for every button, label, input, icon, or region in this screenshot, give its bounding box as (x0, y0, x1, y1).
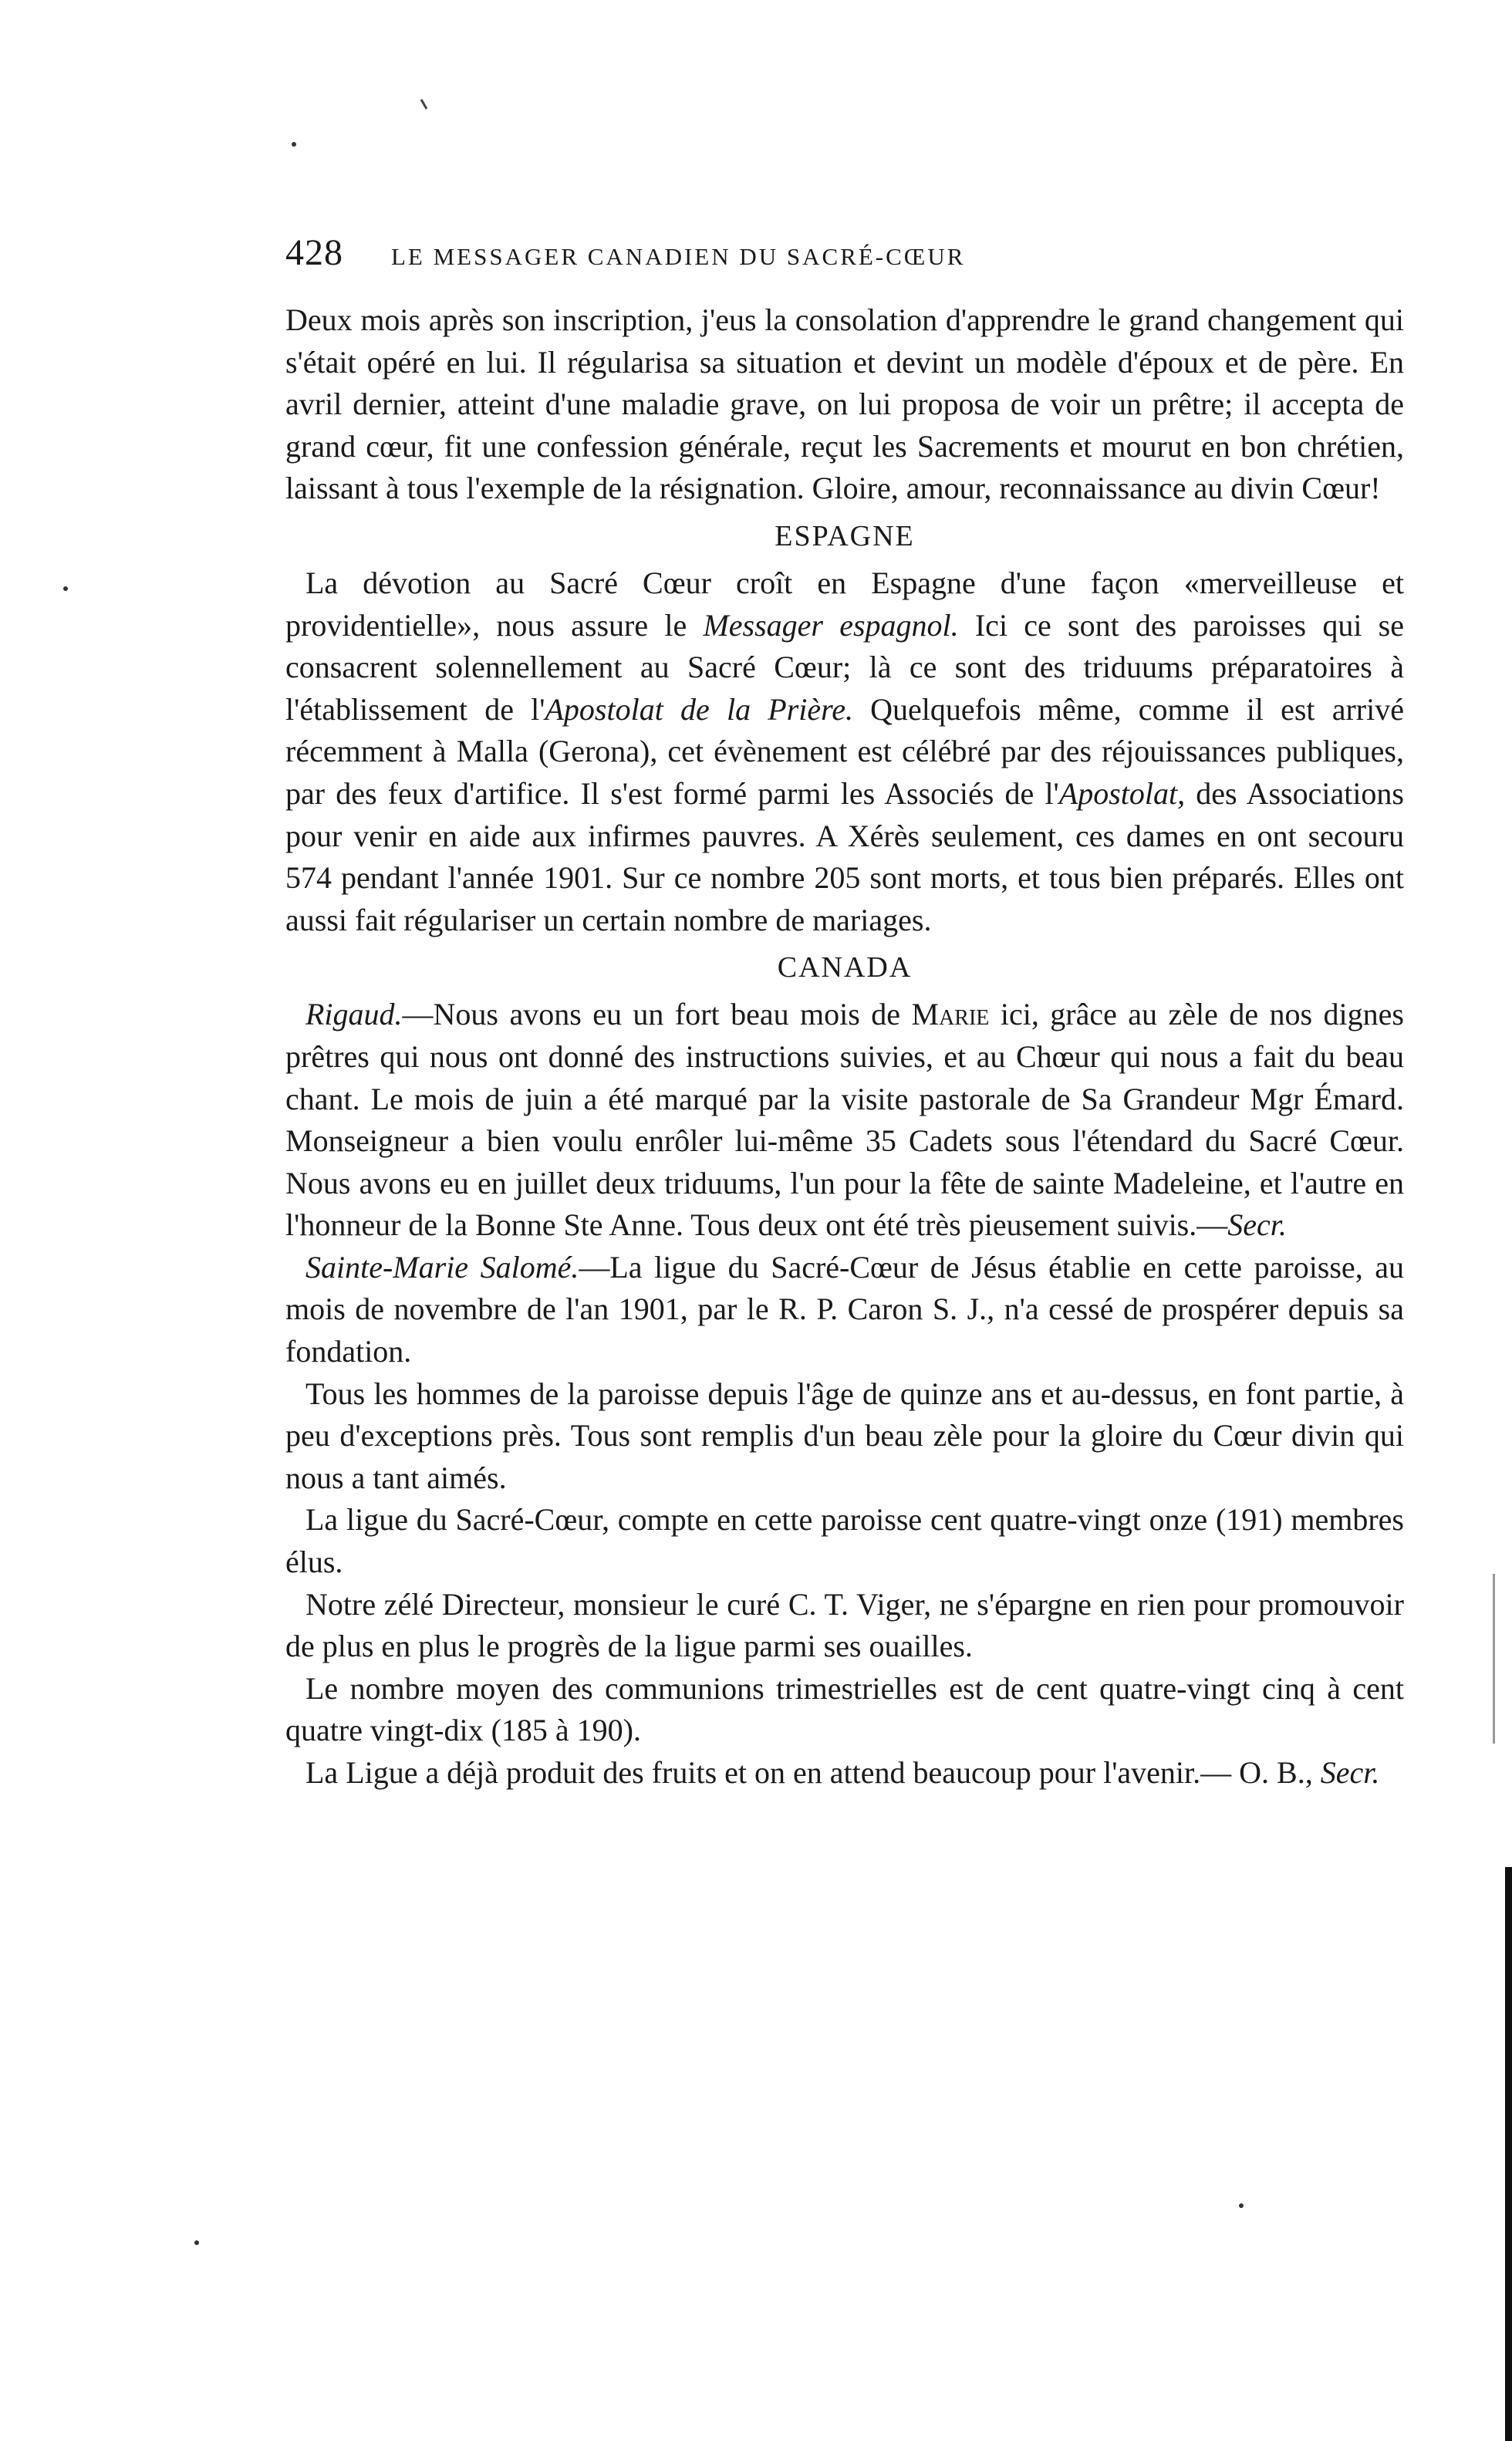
espagne-paragraph (285, 562, 1404, 941)
body-paragraph: Le nombre moyen des communions trimestrielles est de cent quatre-vingt cinq à cent quatre vingt-dix (185 à 190). (285, 1670, 1404, 1748)
body-paragraph: Notre zélé Directeur, monsieur le curé C. T. Viger, ne s'épargne en rien pour promouvoir de plus en plus le progrès de la ligue parmi ses ouailles. (285, 1586, 1404, 1664)
publication-title: Messager espagnol. (703, 607, 959, 643)
signature: Secr. (1227, 1207, 1287, 1243)
signature: Secr. (1320, 1755, 1380, 1790)
body-paragraph: Tous les hommes de la paroisse depuis l'âge de quinze ans et au-dessus, en font partie, à peu d'exceptions près. Tous sont remplis d'un beau zèle pour la gloire du Cœur divin qui nous a tant aimés. (285, 1376, 1404, 1495)
small-caps-name: Marie (911, 997, 990, 1032)
text-run: Quelquefois même, comme il est arrivé récemment à Malla (Gerona), cet évènement est célébré par des réjouissances publiques, par des feux d'artifice. Il s'est formé parmi les Associés de l' (285, 691, 1404, 811)
margin-speck (420, 99, 428, 110)
running-header (285, 231, 1404, 293)
closing-paragraph (285, 1752, 1404, 1794)
margin-speck (1239, 2203, 1244, 2208)
scan-edge-binding (1505, 1867, 1512, 2441)
section-heading-canada: CANADA (777, 951, 913, 984)
scan-edge-shadow (1493, 1574, 1495, 1744)
margin-speck (292, 142, 296, 147)
journal-title: LE MESSAGER CANADIEN DU SACRÉ-CŒUR (391, 243, 966, 270)
page-number: 428 (285, 232, 343, 273)
place-name: Rigaud. (305, 997, 403, 1032)
organisation-name: Apostolat de la Prière. (545, 691, 853, 727)
margin-speck (63, 586, 68, 591)
book-page (285, 231, 1404, 1794)
text-run: La dévotion au Sacré Cœur croît en Espagne d'une façon «merveilleuse et providentielle», nous assure le (285, 565, 1404, 643)
text-run: La Ligue a déjà produit des fruits et on en attend beaucoup pour l'avenir.— O. B., (305, 1755, 1321, 1790)
text-run: Ici ce sont des paroisses qui se consacrent solennellement au Sacré Cœur; là ce sont des triduums préparatoires à l'établissement de l' (285, 607, 1404, 727)
section-heading-espagne: ESPAGNE (775, 519, 915, 552)
text-run: ici, grâce au zèle de nos dignes prêtres qui nous ont donné des instructions suivies, et au Chœur qui nous a fait du beau chant. Le mois de juin a été marqué par la visite pastorale de Sa Grandeur Mgr Émard. Monseigneur a bien voulu enrôler lui-même 35 Cadets sous l'étendard du Sacré Cœur. Nous avons eu en juillet deux triduums, l'un pour la fête de sainte Madeleine, et l'autre en l'honneur de la Bonne Ste Anne. Tous deux ont été très pieusement suivis.— (285, 997, 1404, 1243)
intro-paragraph: Deux mois après son inscription, j'eus la consolation d'apprendre le grand changement qui s'était opéré en lui. Il régularisa sa situation et devint un modèle d'époux et de père. En avril dernier, atteint d'une maladie grave, on lui proposa de voir un prêtre; il accepta de grand cœur, fit une confession générale, reçut les Sacrements et mourut en bon chrétien, laissant à tous l'exemple de la résignation. Gloire, amour, reconnaissance au divin Cœur! (285, 302, 1404, 506)
text-run: —La ligue du Sacré-Cœur de Jésus établie en cette paroisse, au mois de novembre de l'an 1901, par le R. P. Caron S. J., n'a cessé de prospérer depuis sa fondation. (285, 1249, 1404, 1369)
rigaud-paragraph (285, 994, 1404, 1247)
place-name: Sainte-Marie Salomé. (305, 1249, 579, 1285)
organisation-name: Apostolat, (1058, 775, 1186, 811)
text-run: des Associations pour venir en aide aux infirmes pauvres. A Xérès seulement, ces dames en ont secouru 574 pendant l'année 1901. Sur ce nombre 205 sont morts, et tous bien préparés. Elles ont aussi fait régulariser un certain nombre de mariages. (285, 775, 1404, 937)
text-run: —Nous avons eu un fort beau mois de (402, 997, 912, 1032)
body-paragraph: La ligue du Sacré-Cœur, compte en cette paroisse cent quatre-vingt onze (191) membres élus. (285, 1502, 1404, 1580)
salome-paragraph (285, 1247, 1404, 1373)
margin-speck (194, 2240, 199, 2245)
page-body (285, 299, 1404, 1794)
